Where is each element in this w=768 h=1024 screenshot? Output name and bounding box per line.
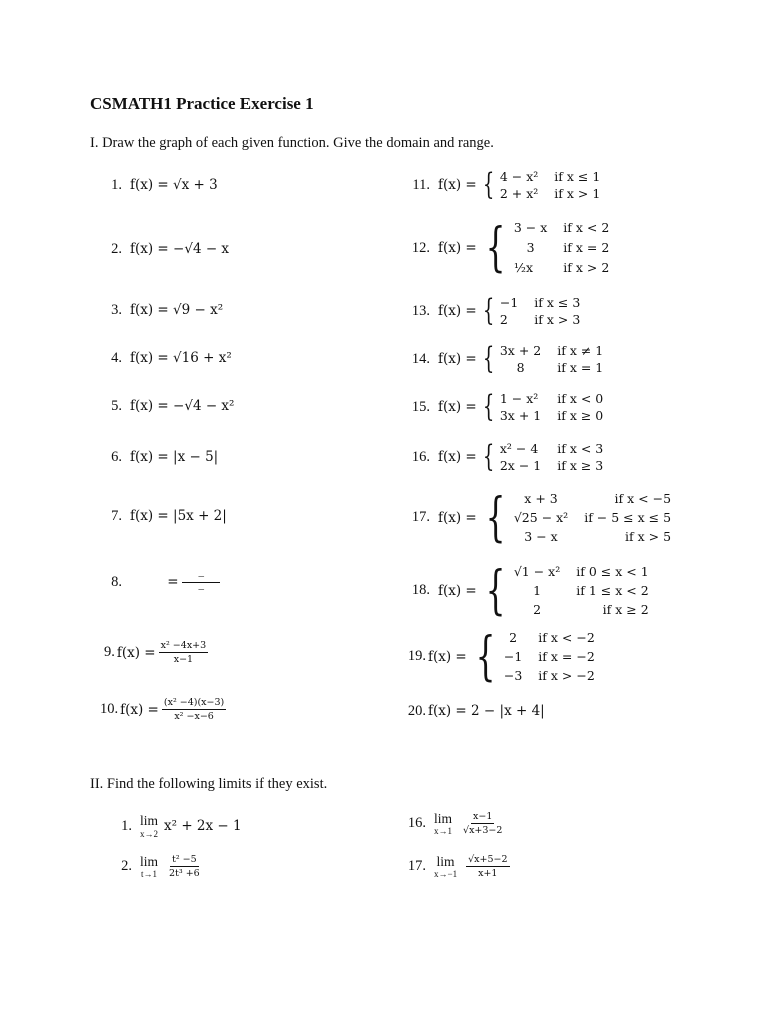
problem-16: 16. f(x) = { x² − 4 if x < 3 2x − 1 if x ≥ 3 <box>411 439 604 474</box>
problem-17: 17. f(x) = { x + 3 if x < −5 √25 − x² if − 5 ≤ x ≤ 5 3 − x if x > 5 <box>411 487 672 548</box>
problem-10: 10. f(x) = $\frac{\text{(x² −4)(x−3)}}{\text{x² −x−6}}$ <box>100 697 225 723</box>
limit-1: 1. lim x→2 x² + 2x − 1 <box>121 813 242 839</box>
problem-11: 11. f(x) = { 4 − x² if x ≤ 1 2 + x² if x > 1 <box>412 167 601 202</box>
problem-5: 5. f(x) = −√4 − x² <box>111 398 235 414</box>
problem-12: 12. f(x) = { 3 − x if x < 2 3 if x = 2 ½x if x > 2 <box>411 218 610 278</box>
blank-fraction: – – <box>182 570 220 595</box>
problem-3: 3. f(x) = √9 − x² <box>111 302 224 318</box>
limit-16: 16. lim x→1 $\frac{x-1}{√x+3-2}$ <box>407 810 503 837</box>
problem-4: 4. f(x) = √16 + x² <box>111 350 232 366</box>
limit-17: 17. lim x→−1 $\frac{√x+5-2}{x+1}$ <box>407 853 508 880</box>
problem-1: 1. f(x) = √x + 3 <box>111 177 218 193</box>
problem-7: 7. f(x) = |5x + 2| <box>111 508 227 524</box>
problem-18: 18. f(x) = { √1 − x² if 0 ≤ x < 1 1 if 1 ≤ x < 2 2 if x ≥ 2 <box>411 560 649 621</box>
problem-2: 2. f(x) = −√4 − x <box>111 241 230 257</box>
section-2-heading: II. Find the following limits if they exist. <box>90 776 328 792</box>
problem-19: 19. f(x) = { 2 if x < −2 −1 if x = −2 −3 if x > −2 <box>407 626 595 687</box>
page-title: CSMATH1 Practice Exercise 1 <box>90 94 314 113</box>
problem-6: 6. f(x) = |x − 5| <box>111 449 219 465</box>
section-1-heading: I. Draw the graph of each given function. Give the domain and range. <box>90 135 494 151</box>
problem-13: 13. f(x) = { −1 if x ≤ 3 2 if x > 3 <box>411 293 581 328</box>
problem-20: 20. f(x) = 2 − |x + 4| <box>407 703 545 719</box>
limit-2: 2. lim t→1 $\frac{\text{t² −5}}{\text{2t³ +6}}$ <box>121 853 200 880</box>
problem-15: 15. f(x) = { 1 − x² if x < 0 3x + 1 if x ≥ 0 <box>411 389 604 424</box>
problem-14: 14. f(x) = { 3x + 2 if x ≠ 1 8 if x = 1 <box>411 341 604 376</box>
problem-9: 9. f(x) = $\frac{\text{x² −4x+3}}{x-1}$ <box>104 640 207 666</box>
problem-8: 8. = – – <box>104 570 220 595</box>
